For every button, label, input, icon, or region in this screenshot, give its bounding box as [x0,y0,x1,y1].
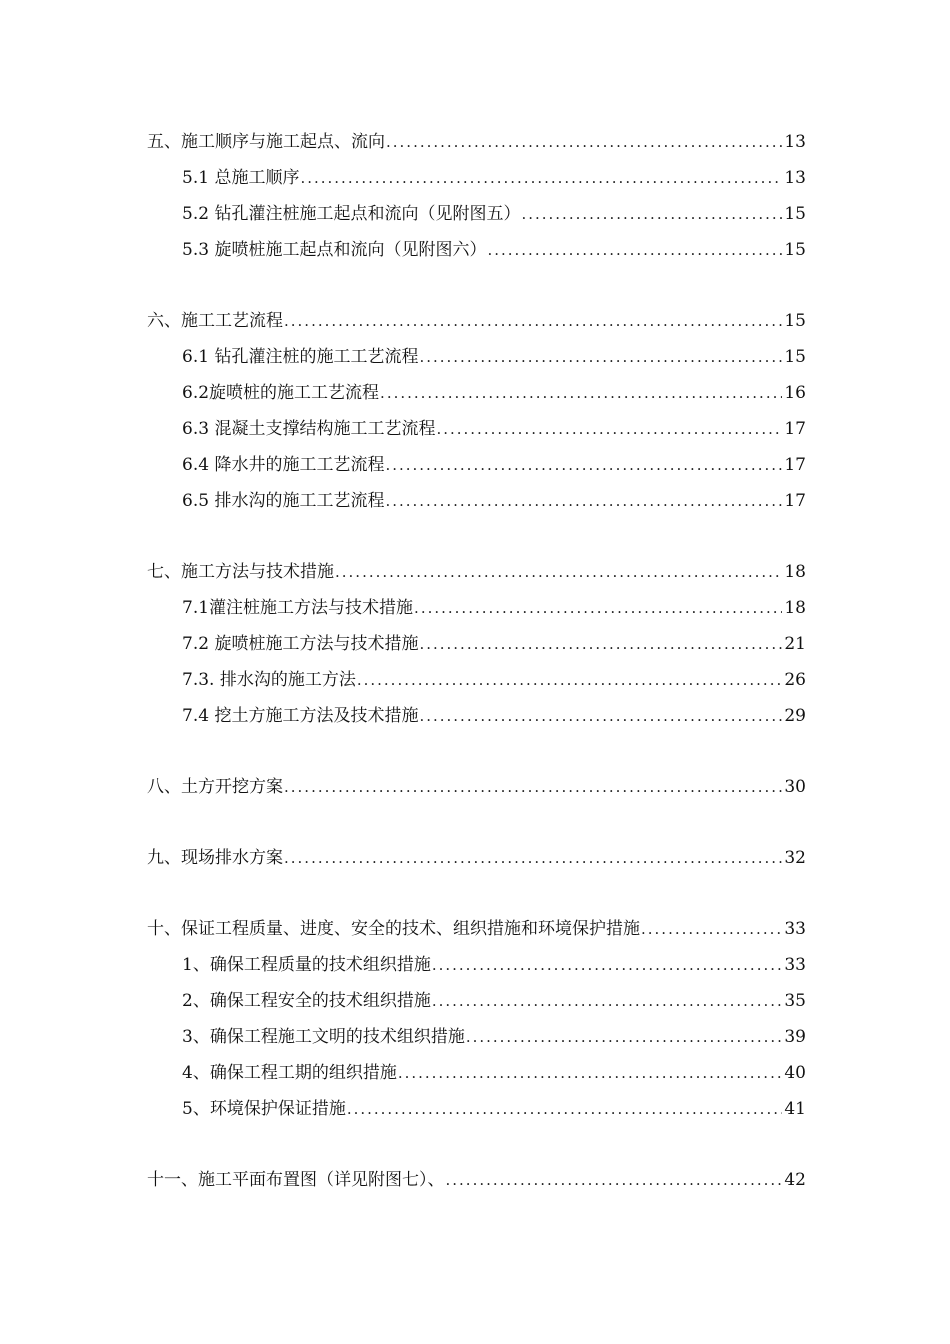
toc-entry[interactable] [147,554,806,590]
toc-page-number: 33 [784,955,806,975]
toc-entry[interactable] [147,590,806,626]
toc-entry-title: 6.2旋喷桩的施工工艺流程 [182,375,380,411]
toc-entry[interactable] [147,124,806,160]
toc-entry-title: 3、确保工程施工文明的技术组织措施 [182,1019,466,1055]
toc-page-number: 17 [784,455,806,475]
toc-entry-title: 4、确保工程工期的组织措施 [182,1055,398,1091]
toc-leader-dots [641,911,782,947]
toc-entry-title: 5.1 总施工顺序 [182,160,300,196]
toc-entry[interactable] [147,303,806,339]
toc-page-number: 17 [784,491,806,511]
toc-leader-dots [419,626,782,662]
toc-page-number: 18 [784,562,806,582]
toc-leader-dots [385,483,782,519]
toc-page-number: 39 [784,1027,806,1047]
toc-entry[interactable] [147,911,806,947]
toc-page-number: 21 [784,634,806,654]
toc-entry-title: 九、现场排水方案 [147,840,284,876]
toc-leader-dots [466,1019,783,1055]
toc-leader-dots [386,124,782,160]
toc-entry[interactable] [147,160,806,196]
toc-entry-title: 十一、施工平面布置图（详见附图七）、 [147,1162,446,1198]
toc-entry[interactable] [147,698,806,734]
toc-leader-dots [436,411,782,447]
toc-entry-title: 6.4 降水井的施工工艺流程 [182,447,385,483]
toc-page-number: 41 [784,1099,806,1119]
toc-leader-dots [385,447,782,483]
toc-entry-title: 1、确保工程质量的技术组织措施 [182,947,432,983]
toc-page-number: 33 [784,919,806,939]
toc-page-number: 30 [784,777,806,797]
toc-page-number: 29 [784,706,806,726]
toc-entry-title: 6.3 混凝土支撑结构施工工艺流程 [182,411,436,447]
toc-entry[interactable] [147,769,806,805]
toc-page-number: 18 [784,598,806,618]
toc-entry-title: 5.3 旋喷桩施工起点和流向（见附图六） [182,232,487,268]
toc-entry-title: 七、施工方法与技术措施 [147,554,335,590]
toc-page-number: 26 [784,670,806,690]
toc-page-number: 40 [784,1063,806,1083]
toc-leader-dots [335,554,782,590]
toc-leader-dots [284,303,782,339]
toc-entry[interactable] [147,983,806,1019]
toc-entry-title: 6.5 排水沟的施工工艺流程 [182,483,385,519]
toc-leader-dots [521,196,782,232]
toc-entry-title: 7.3. 排水沟的施工方法 [182,662,357,698]
toc-page-number: 15 [784,204,806,224]
toc-entry-title: 十、保证工程质量、进度、安全的技术、组织措施和环境保护措施 [147,911,641,947]
table-of-contents [147,124,806,1198]
toc-leader-dots [432,983,783,1019]
toc-entry[interactable] [147,375,806,411]
toc-entry-title: 6.1 钻孔灌注桩的施工工艺流程 [182,339,419,375]
toc-page-number: 15 [784,347,806,367]
toc-entry[interactable] [147,196,806,232]
toc-page-number: 15 [784,311,806,331]
toc-entry[interactable] [147,232,806,268]
toc-entry-title: 五、施工顺序与施工起点、流向 [147,124,386,160]
toc-entry[interactable] [147,447,806,483]
toc-entry[interactable] [147,1019,806,1055]
toc-entry-title: 7.4 挖土方施工方法及技术措施 [182,698,419,734]
toc-leader-dots [487,232,782,268]
toc-page-number: 13 [784,132,806,152]
toc-leader-dots [419,698,782,734]
toc-page-number: 17 [784,419,806,439]
toc-leader-dots [380,375,782,411]
toc-page-number: 42 [784,1170,806,1190]
toc-entry-title: 5、环境保护保证措施 [182,1091,347,1127]
toc-leader-dots [432,947,783,983]
toc-leader-dots [414,590,782,626]
toc-entry[interactable] [147,947,806,983]
toc-leader-dots [419,339,782,375]
toc-entry[interactable] [147,1055,806,1091]
toc-entry-title: 八、土方开挖方案 [147,769,284,805]
toc-entry-title: 5.2 钻孔灌注桩施工起点和流向（见附图五） [182,196,521,232]
toc-page-number: 15 [784,240,806,260]
toc-leader-dots [300,160,782,196]
toc-entry[interactable] [147,1091,806,1127]
toc-leader-dots [284,840,782,876]
toc-page-number: 32 [784,848,806,868]
toc-entry[interactable] [147,339,806,375]
toc-leader-dots [284,769,782,805]
toc-entry[interactable] [147,840,806,876]
toc-entry[interactable] [147,626,806,662]
toc-entry[interactable] [147,1162,806,1198]
toc-entry[interactable] [147,411,806,447]
toc-leader-dots [398,1055,783,1091]
toc-entry[interactable] [147,483,806,519]
toc-leader-dots [347,1091,783,1127]
toc-page-number: 16 [784,383,806,403]
toc-page-number: 13 [784,168,806,188]
toc-entry-title: 7.1灌注桩施工方法与技术措施 [182,590,414,626]
toc-entry[interactable] [147,662,806,698]
toc-leader-dots [446,1162,783,1198]
toc-page-number: 35 [784,991,806,1011]
toc-entry-title: 2、确保工程安全的技术组织措施 [182,983,432,1019]
toc-entry-title: 7.2 旋喷桩施工方法与技术措施 [182,626,419,662]
toc-leader-dots [357,662,783,698]
toc-entry-title: 六、施工工艺流程 [147,303,284,339]
